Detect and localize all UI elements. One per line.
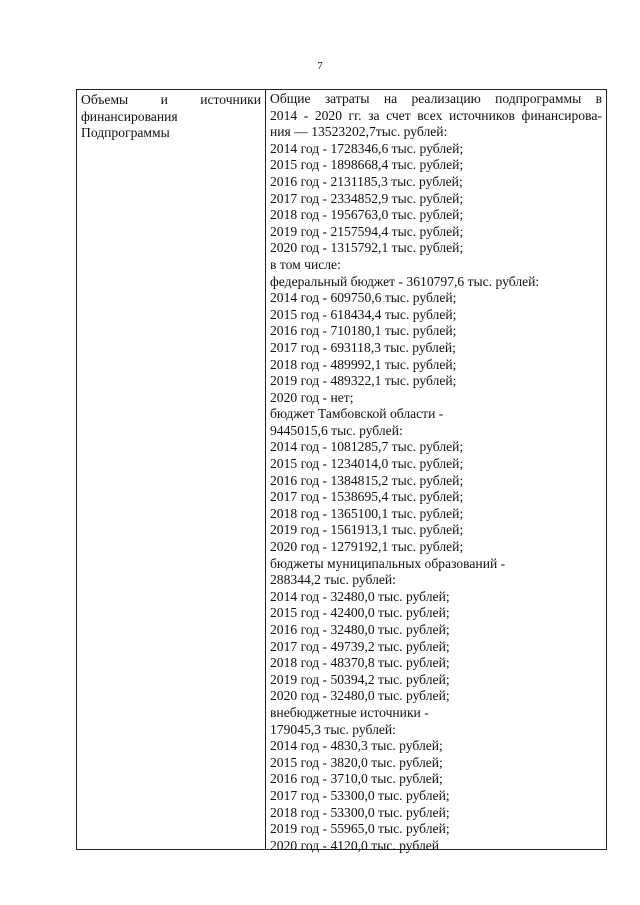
value-line: 2017 год - 2334852,9 тыс. рублей;	[270, 190, 464, 206]
value-line: 2019 год - 55965,0 тыс. рублей;	[270, 821, 450, 837]
value-line: 288344,2 тыс. рублей:	[270, 572, 396, 588]
intro-word: финансирова-	[521, 107, 602, 123]
value-line: 2015 год - 42400,0 тыс. рублей;	[270, 605, 450, 621]
value-line: 2020 год - 32480,0 тыс. рублей;	[270, 688, 450, 704]
value-line: бюджет Тамбовской области -	[270, 406, 444, 422]
intro-word: -	[303, 107, 309, 123]
value-line: 2015 год - 1898668,4 тыс. рублей;	[270, 157, 464, 173]
table-value-cell	[266, 90, 606, 853]
value-line: 2015 год - 618434,4 тыс. рублей;	[270, 306, 457, 322]
value-lines	[270, 141, 602, 855]
intro-word: 2020	[314, 107, 342, 123]
value-line: 2016 год - 710180,1 тыс. рублей;	[270, 323, 457, 339]
value-line: 2015 год - 3820,0 тыс. рублей;	[270, 754, 443, 770]
value-line: 2018 год - 1365100,1 тыс. рублей;	[270, 505, 464, 521]
value-line: 2017 год - 693118,3 тыс. рублей;	[270, 339, 456, 355]
intro-line-3: ния — 13523202,7тыс. рублей:	[270, 124, 448, 140]
value-line: 2016 год - 1384815,2 тыс. рублей;	[270, 472, 464, 488]
financing-table	[76, 89, 607, 853]
intro-word: затраты	[324, 91, 370, 106]
label-word: Объемы	[81, 92, 129, 107]
value-line: 2014 год - 32480,0 тыс. рублей;	[270, 588, 450, 604]
value-line: федеральный бюджет - 3610797,6 тыс. рублей:	[270, 273, 540, 289]
value-line: 2020 год - 4120,0 тыс. рублей	[270, 837, 440, 853]
value-line: 2019 год - 50394,2 тыс. рублей;	[270, 671, 450, 687]
value-line: 2019 год - 2157594,4 тыс. рублей;	[270, 223, 464, 239]
value-line: 179045,3 тыс. рублей:	[270, 721, 396, 737]
value-line: 2014 год - 1081285,7 тыс. рублей;	[270, 439, 464, 455]
label-word: источники	[200, 92, 261, 107]
value-line: внебюджетные источники -	[270, 704, 429, 720]
value-line: 2014 год - 609750,6 тыс. рублей;	[270, 290, 457, 306]
intro-word: счет	[386, 107, 411, 123]
value-line: 2015 год - 1234014,0 тыс. рублей;	[270, 456, 464, 472]
intro-line-2	[270, 108, 602, 125]
label-line-2: финансирования	[81, 108, 178, 124]
intro-word: реализацию	[411, 91, 481, 106]
intro-word: на	[383, 91, 398, 106]
intro-word: Общие	[270, 91, 311, 106]
intro-word: всех	[417, 107, 443, 123]
value-line: 2014 год - 1728346,6 тыс. рублей;	[270, 140, 464, 156]
value-line: 2019 год - 489322,1 тыс. рублей;	[270, 373, 457, 389]
value-line: 2020 год - 1315792,1 тыс. рублей;	[270, 240, 464, 256]
value-line: 2018 год - 1956763,0 тыс. рублей;	[270, 207, 464, 223]
intro-word: за	[368, 107, 380, 123]
value-line: 2017 год - 49739,2 тыс. рублей;	[270, 638, 450, 654]
value-line: бюджеты муниципальных образований -	[270, 555, 506, 571]
label-line-1	[81, 92, 261, 109]
intro-line-1	[270, 91, 602, 108]
value-line: 2020 год - 1279192,1 тыс. рублей;	[270, 539, 464, 555]
value-line: 2014 год - 4830,3 тыс. рублей;	[270, 738, 443, 754]
intro-word: источников	[448, 107, 515, 123]
page-number: 7	[317, 60, 323, 72]
intro-word: в	[595, 91, 602, 106]
intro-word: 2014	[270, 107, 298, 123]
value-line: 9445015,6 тыс. рублей:	[270, 422, 403, 438]
label-word: и	[160, 92, 168, 107]
value-line: в том числе:	[270, 256, 341, 272]
value-line: 2018 год - 53300,0 тыс. рублей;	[270, 804, 450, 820]
value-line: 2017 год - 53300,0 тыс. рублей;	[270, 787, 450, 803]
value-line: 2018 год - 489992,1 тыс. рублей;	[270, 356, 457, 372]
value-line: 2017 год - 1538695,4 тыс. рублей;	[270, 489, 464, 505]
value-line: 2018 год - 48370,8 тыс. рублей;	[270, 655, 450, 671]
intro-word: подпрограммы	[495, 91, 582, 106]
label-line-3: Подпрограммы	[81, 125, 170, 141]
value-line: 2016 год - 3710,0 тыс. рублей;	[270, 771, 443, 787]
value-line: 2019 год - 1561913,1 тыс. рублей;	[270, 522, 464, 538]
value-line: 2016 год - 32480,0 тыс. рублей;	[270, 622, 450, 637]
value-line: 2016 год - 2131185,3 тыс. рублей;	[270, 173, 463, 189]
table-label-cell	[77, 90, 266, 849]
intro-word: гг.	[348, 107, 362, 123]
value-line: 2020 год - нет;	[270, 389, 354, 405]
